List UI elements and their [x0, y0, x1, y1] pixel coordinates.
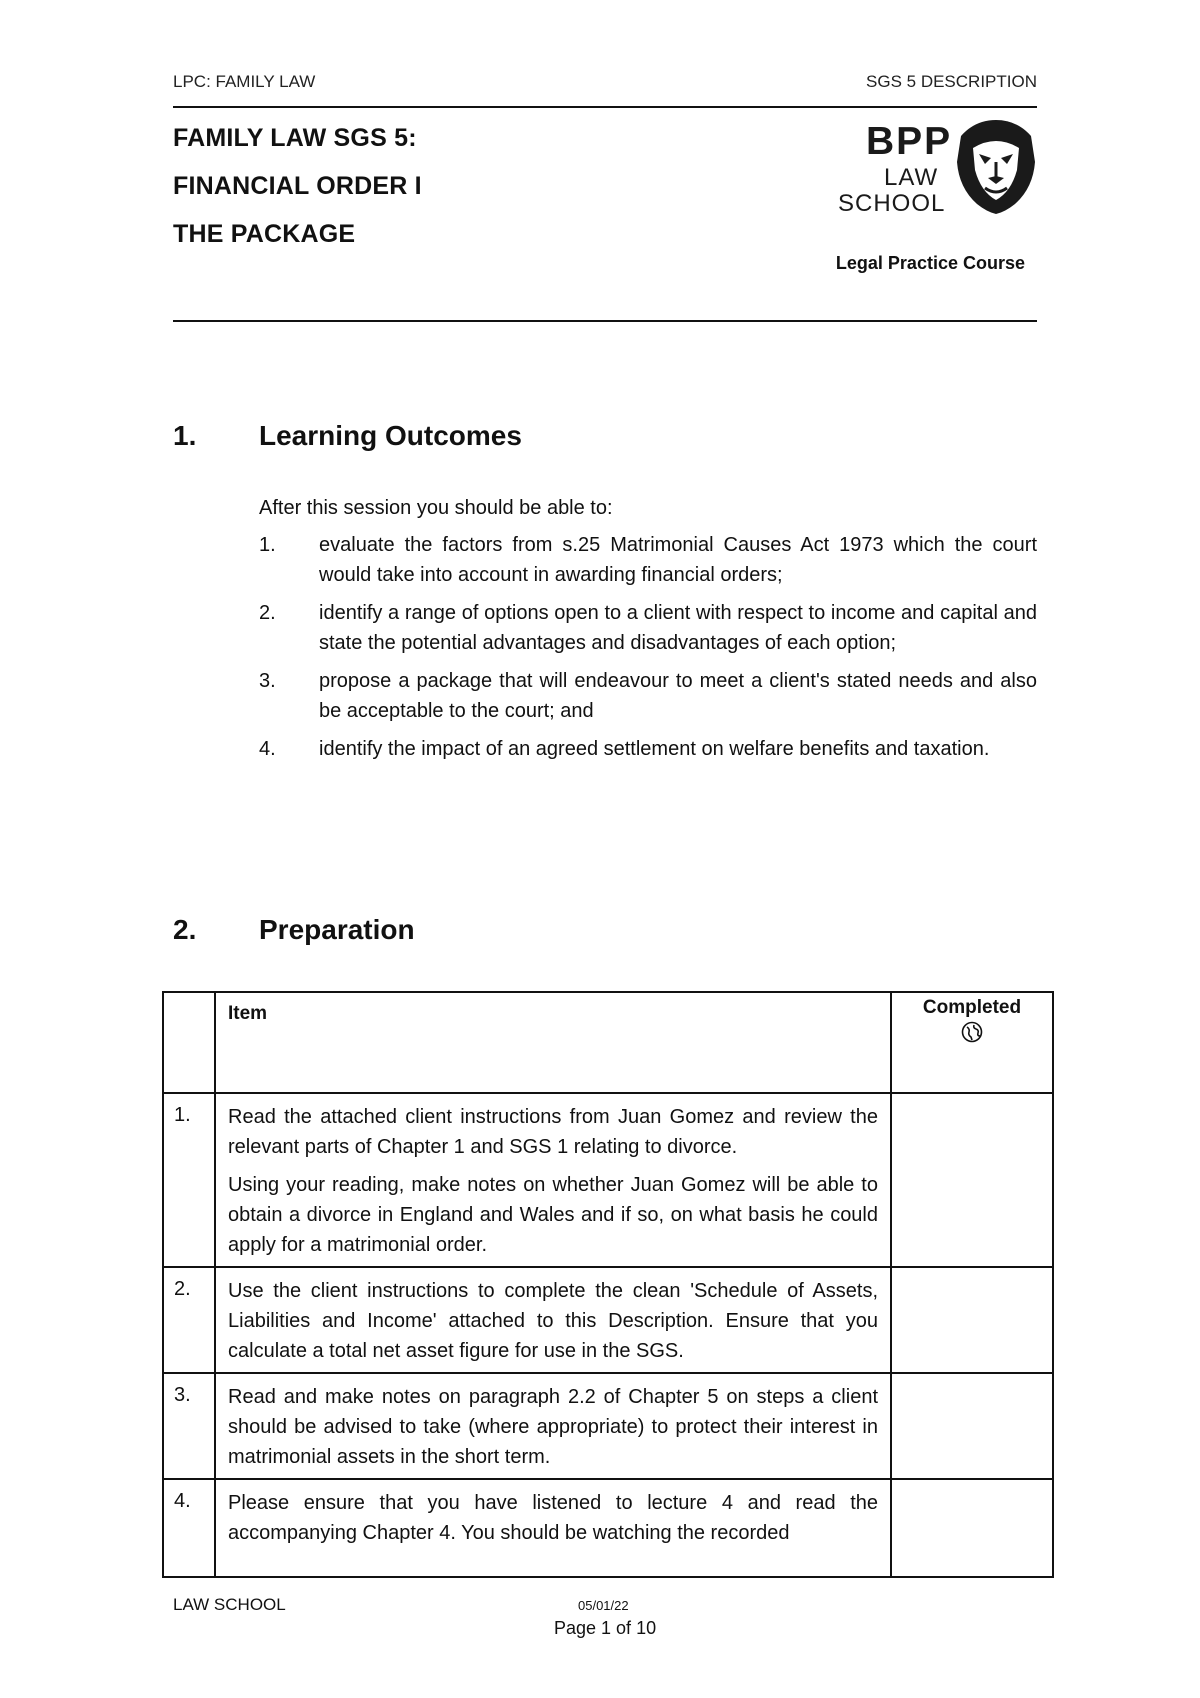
table-row	[163, 1373, 1053, 1479]
row-completed-cell[interactable]	[891, 1267, 1053, 1373]
table-row	[163, 1267, 1053, 1373]
header-right: SGS 5 DESCRIPTION	[866, 72, 1037, 91]
title-line-1: FAMILY LAW SGS 5:	[173, 124, 417, 152]
logo-bpp-text: BPP	[866, 120, 953, 163]
list-item-text: identify the impact of an agreed settlement on welfare benefits and taxation.	[319, 738, 990, 760]
list-item-number: 1.	[259, 534, 276, 556]
row-item	[215, 1373, 891, 1479]
list-item-text: propose a package that will endeavour to meet a client's stated needs and also be acceptable to the court; and	[319, 670, 1037, 722]
section-2-number: 2.	[173, 914, 197, 945]
row-number: 3.	[163, 1373, 215, 1479]
list-item-number: 4.	[259, 738, 276, 760]
section-2-title: Preparation	[259, 914, 415, 945]
row-completed-cell[interactable]	[891, 1373, 1053, 1479]
list-item-text: identify a range of options open to a client with respect to income and capital and state the potential advantages and disadvantages of each option;	[319, 602, 1037, 654]
row-completed-cell[interactable]	[891, 1093, 1053, 1267]
page-break-rule	[162, 1576, 1052, 1578]
section-1-title: Learning Outcomes	[259, 420, 522, 451]
header-item: Item	[215, 992, 891, 1093]
row-item	[215, 1093, 891, 1267]
preparation-table-wrapper	[150, 991, 1060, 1578]
preparation-table	[162, 991, 1054, 1578]
table-row	[163, 1479, 1053, 1578]
course-label: Legal Practice Course	[835, 253, 1025, 273]
running-header	[173, 72, 1037, 94]
header-left: LPC: FAMILY LAW	[173, 72, 316, 91]
row-paragraph: Read and make notes on paragraph 2.2 of Chapter 5 on steps a client should be advised to take (where appropriate) to protect their interest in matrimonial assets in the short term.	[228, 1386, 878, 1468]
title-line-3: THE PACKAGE	[173, 220, 356, 248]
list-item-text: evaluate the factors from s.25 Matrimonial Causes Act 1973 which the court would take into account in awarding financial orders;	[319, 534, 1037, 586]
table-header-row	[163, 992, 1053, 1093]
list-item	[259, 666, 1037, 726]
row-number: 2.	[163, 1267, 215, 1373]
header-number-cell	[163, 992, 215, 1093]
footer-date: 05/01/22	[578, 1598, 629, 1613]
learning-outcomes-intro: After this session you should be able to:	[259, 497, 613, 519]
lion-head-icon	[955, 118, 1037, 214]
title-line-2: FINANCIAL ORDER I	[173, 172, 422, 200]
header-rule	[173, 106, 1037, 108]
row-item	[215, 1267, 891, 1373]
row-number: 4.	[163, 1479, 215, 1578]
learning-outcomes-list	[259, 530, 1037, 772]
header-completed-label: Completed	[922, 997, 1022, 1018]
bpp-law-school-logo	[838, 118, 1038, 218]
row-paragraph: Read the attached client instructions from Juan Gomez and review the relevant parts of Chapter 1 and SGS 1 relating to divorce.	[228, 1106, 878, 1158]
list-item	[259, 530, 1037, 590]
row-completed-cell[interactable]	[891, 1479, 1053, 1578]
list-item-number: 3.	[259, 670, 276, 692]
globe-icon	[961, 1021, 983, 1043]
list-item	[259, 598, 1037, 658]
list-item-number: 2.	[259, 602, 276, 624]
title-rule	[173, 320, 1037, 322]
row-paragraph: Using your reading, make notes on whether Juan Gomez will be able to obtain a divorce in England and Wales and if so, on what basis he could apply for a matrimonial order.	[228, 1174, 878, 1256]
row-paragraph: Please ensure that you have listened to lecture 4 and read the accompanying Chapter 4. You should be watching the recorded	[228, 1492, 878, 1544]
table-row	[163, 1093, 1053, 1267]
footer-page-number: Page 1 of 10	[554, 1618, 657, 1638]
row-item	[215, 1479, 891, 1578]
header-completed	[891, 992, 1053, 1093]
row-number: 1.	[163, 1093, 215, 1267]
section-1-number: 1.	[173, 420, 197, 451]
logo-law-text: LAW	[884, 164, 939, 191]
logo-school-text: SCHOOL	[838, 190, 946, 217]
row-paragraph: Use the client instructions to complete the clean 'Schedule of Assets, Liabilities and Income' attached to this Description. Ensure that you calculate a total net asset figure for use in the SGS.	[228, 1280, 878, 1362]
footer-left: LAW SCHOOL	[173, 1595, 286, 1614]
list-item	[259, 734, 1037, 764]
